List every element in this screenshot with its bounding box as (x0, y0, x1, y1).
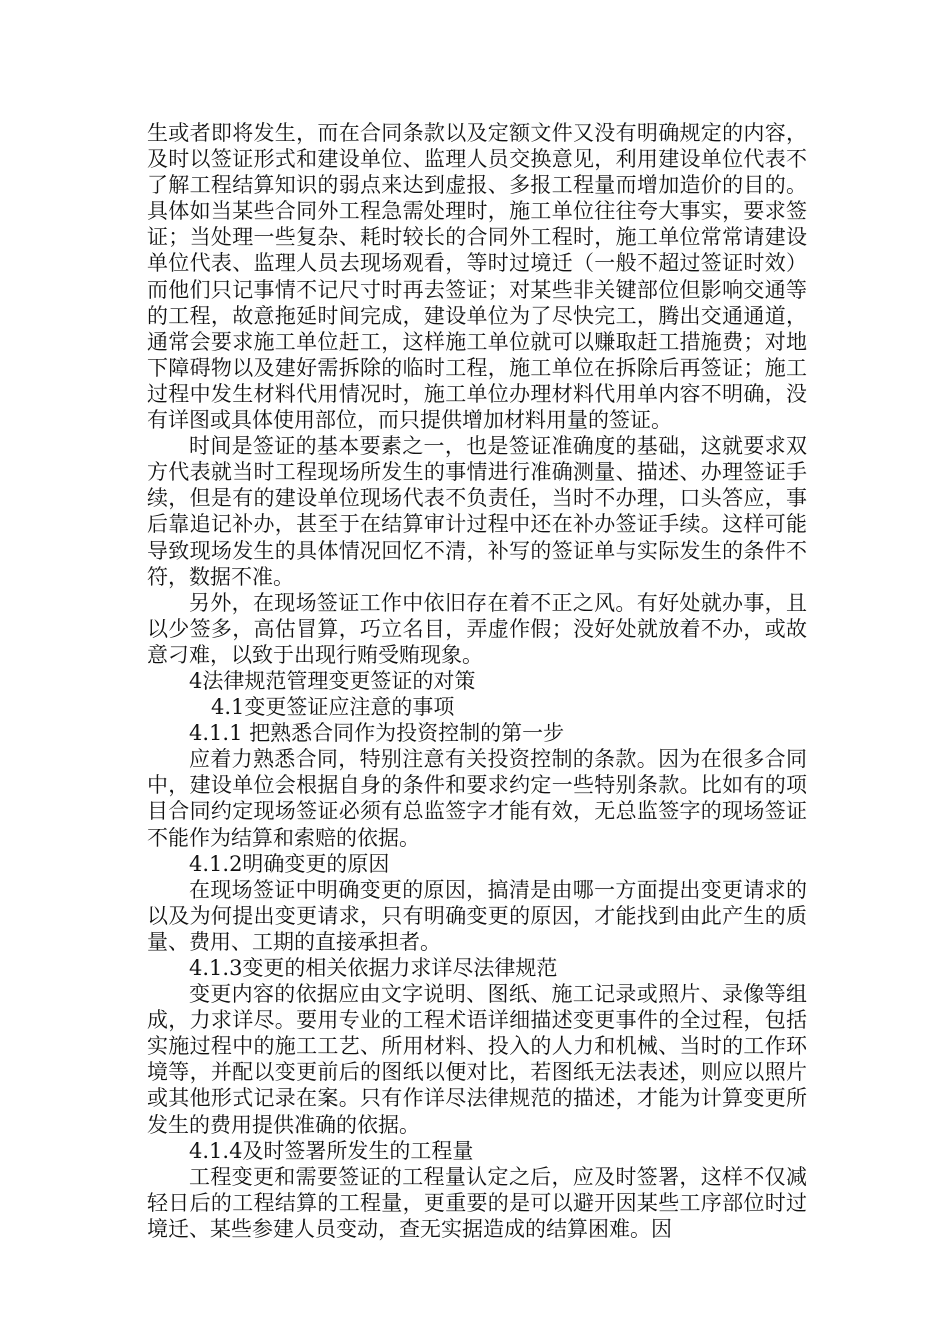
section-heading-4-1-2: 4.1.2明确变更的原因 (189, 851, 390, 876)
paragraph-change-reason: 在现场签证中明确变更的原因，搞清是由哪一方面提出变更请求的以及为何提出变更请求，只有明确变更的原因，才能找到由此产生的质量、费用、工期的直接承担者。 (147, 877, 807, 954)
section-heading-4-1: 4.1变更签证应注意的事项 (211, 695, 455, 720)
paragraph-familiar-contract: 应着力熟悉合同，特别注意有关投资控制的条款。因为在很多合同中，建设单位会根据自身的条件和要求约定一些特别条款。比如有的项目合同约定现场签证必须有总监签字才能有效，无总监签字的现场签证不能作为结算和索赔的依据。 (147, 747, 807, 850)
paragraph-change-basis: 变更内容的依据应由文字说明、图纸、施工记录或照片、录像等组成，力求详尽。要用专业的工程术语详细描述变更事件的全过程，包括实施过程中的施工工艺、所用材料、投入的人力和机械、当时的工作环境等，并配以变更前后的图纸以便对比，若图纸无法表述，则应以照片或其他形式记录在案。只有作详尽法律规范的描述，才能为计算变更所发生的费用提供准确的依据。 (147, 982, 807, 1137)
section-heading-4: 4法律规范管理变更签证的对策 (189, 668, 476, 693)
paragraph-timely-signing: 工程变更和需要签证的工程量认定之后，应及时签署，这样不仅减轻日后的工程结算的工程量，更重要的是可以避开因某些工序部位时过境迁、某些参建人员变动，查无实据造成的结算困难。因 (147, 1164, 807, 1241)
section-heading-4-1-1: 4.1.1 把熟悉合同作为投资控制的第一步 (189, 721, 565, 746)
paragraph-contract-claims: 生或者即将发生，而在合同条款以及定额文件又没有明确规定的内容，及时以签证形式和建设单位、监理人员交换意见，利用建设单位代表不了解工程结算知识的弱点来达到虚报、多报工程量而增加造价的目的。具体如当某些合同外工程急需处理时，施工单位往往夸大事实，要求签证；当处理一些复杂、耗时较长的合同外工程时，施工单位常常请建设单位代表、监理人员去现场观看，等时过境迁（一般不超过签证时效）而他们只记事情不记尺寸时再去签证；对某些非关键部位但影响交通等的工程，故意拖延时间完成，建设单位为了尽快完工，腾出交通通道，通常会要求施工单位赶工，这样施工单位就可以赚取赶工措施费；对地下障碍物以及建好需拆除的临时工程，施工单位在拆除后再签证；施工过程中发生材料代用情况时，施工单位办理材料代用单内容不明确，没有详图或具体使用部位，而只提供增加材料用量的签证。 (147, 121, 807, 433)
paragraph-timing: 时间是签证的基本要素之一，也是签证准确度的基础，这就要求双方代表就当时工程现场所发生的事情进行准确测量、描述、办理签证手续，但是有的建设单位现场代表不负责任，当时不办理，口头答应，事后靠追记补办，甚至于在结算审计过程中还在补办签证手续。这样可能导致现场发生的具体情况回忆不清，补写的签证单与实际发生的条件不符，数据不准。 (147, 434, 807, 589)
section-heading-4-1-3: 4.1.3变更的相关依据力求详尽法律规范 (189, 956, 558, 980)
paragraph-unhealthy-practice: 另外，在现场签证工作中依旧存在着不正之风。有好处就办事，且以少签多，高估冒算，巧立名目，弄虚作假；没好处就放着不办，或故意刁难，以致于出现行贿受贿现象。 (147, 590, 807, 667)
document-page (147, 120, 807, 1242)
section-heading-4-1-4: 4.1.4及时签署所发生的工程量 (189, 1138, 474, 1163)
